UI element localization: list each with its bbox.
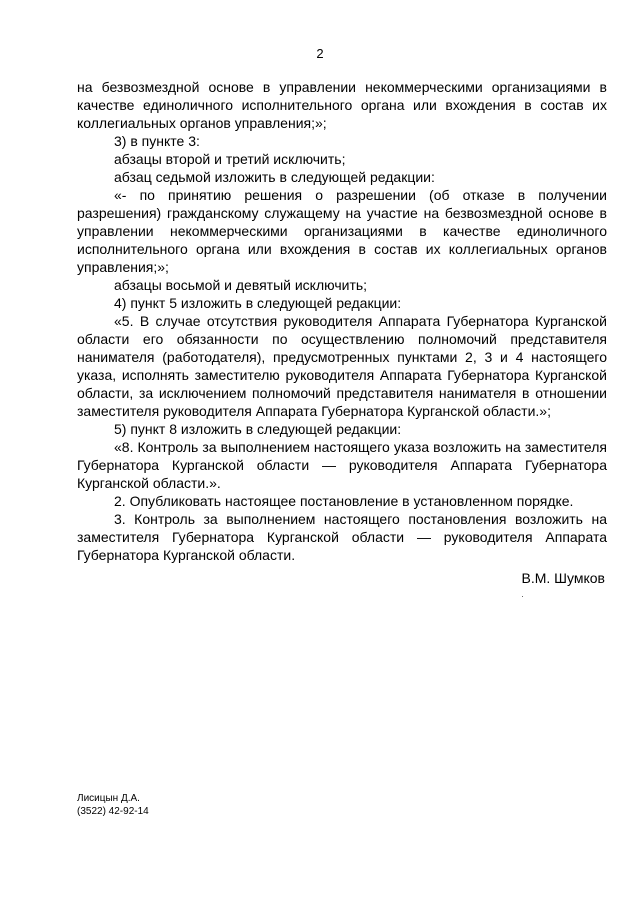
paragraph: 3. Контроль за выполнением настоящего постановления возложить на заместителя Губернатора Курганской области — руководителя Аппарата Губернатора Курганской области. <box>77 511 607 563</box>
signatory-name: В.М. Шумков <box>521 570 605 586</box>
executor-info <box>77 792 149 818</box>
speck <box>522 596 523 597</box>
paragraph: 4) пункт 5 изложить в следующей редакции: <box>114 295 402 311</box>
paragraph: на безвозмездной основе в управлении некоммерческими организациями в качестве единоличного исполнительного органа или вхождения в состав их коллегиальных органов управления;»; <box>77 79 607 131</box>
executor-phone: (3522) 42-92-14 <box>77 806 149 817</box>
paragraph: абзац седьмой изложить в следующей редакции: <box>114 169 435 185</box>
paragraph: «- по принятию решения о разрешении (об отказе в получении разрешения) гражданскому служащему на участие на безвозмездной основе в управлении некоммерческими организациями в качестве единоличного исполнительного органа или вхождения в состав их коллегиальных органов управления;»; <box>77 187 607 275</box>
page-number: 2 <box>316 46 324 61</box>
paragraph: «8. Контроль за выполнением настоящего указа возложить на заместителя Губернатора Курганской области — руководителя Аппарата Губернатора Курганской области.». <box>77 439 607 491</box>
paragraph: абзацы второй и третий исключить; <box>114 151 346 167</box>
paragraph: 5) пункт 8 изложить в следующей редакции: <box>114 421 402 437</box>
executor-name: Лисицын Д.А. <box>77 793 140 804</box>
paragraph: 3) в пункте 3: <box>114 133 200 149</box>
paragraph: 2. Опубликовать настоящее постановление в установленном порядке. <box>114 493 574 509</box>
paragraph: абзацы восьмой и девятый исключить; <box>114 277 368 293</box>
document-body <box>77 78 607 564</box>
paragraph: «5. В случае отсутствия руководителя Аппарата Губернатора Курганской области его обязанности по осуществлению полномочий представителя нанимателя (работодателя), предусмотренных пунктами 2, 3 и 4 настоящего указа, исполнять заместителю руководителя Аппарата Губернатора Курганской области, за исключением полномочий представителя нанимателя в отношении заместителя руководителя Аппарата Губернатора Курганской области.»; <box>77 313 607 419</box>
